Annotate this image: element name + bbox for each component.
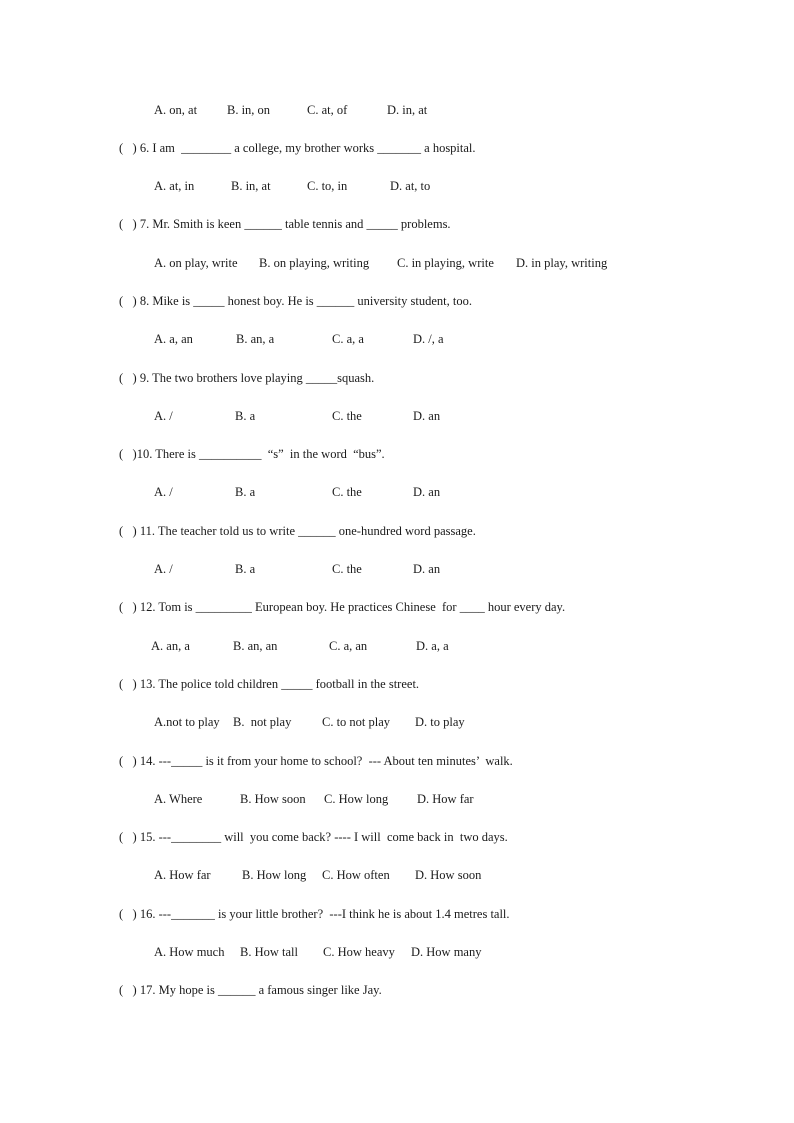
- option-c: C. the: [332, 485, 362, 499]
- option-d: D. an: [413, 409, 441, 423]
- option-b: B. in, on: [227, 103, 271, 117]
- question-13: ( ) 13. The police told children _____ football in the street.: [119, 677, 420, 691]
- option-d: D. a, a: [416, 639, 449, 653]
- options-row: [154, 714, 465, 730]
- options-row: [154, 102, 428, 118]
- option-d: D. in, at: [387, 103, 428, 117]
- option-a: A. an, a: [151, 639, 190, 653]
- option-d: D. in play, writing: [516, 256, 608, 270]
- option-b: B. How tall: [240, 945, 298, 959]
- question-15: ( ) 15. ---________ will you come back? ---- I will come back in two days.: [119, 830, 508, 844]
- options-row: [154, 867, 482, 883]
- option-c: C. at, of: [307, 103, 348, 117]
- option-a: A. How far: [154, 868, 211, 882]
- option-d: D. How soon: [415, 868, 482, 882]
- question-16: ( ) 16. ---_______ is your little brother? ---I think he is about 1.4 metres tall.: [119, 907, 510, 921]
- options-row: [154, 331, 444, 347]
- option-a: A. Where: [154, 792, 203, 806]
- question-6: ( ) 6. I am ________ a college, my brother works _______ a hospital.: [119, 141, 476, 155]
- option-d: D. /, a: [413, 332, 444, 346]
- option-b: B. an, a: [236, 332, 275, 346]
- option-a: A. at, in: [154, 179, 195, 193]
- option-c: C. How often: [322, 868, 390, 882]
- option-c: C. a, a: [332, 332, 364, 346]
- options-row: [154, 944, 482, 960]
- question-9: ( ) 9. The two brothers love playing _____squash.: [119, 371, 375, 385]
- option-a: A. How much: [154, 945, 225, 959]
- options-row: [151, 638, 449, 654]
- option-b: B. an, an: [233, 639, 278, 653]
- option-b: B. not play: [233, 715, 292, 729]
- option-d: D. at, to: [390, 179, 431, 193]
- option-c: C. How long: [324, 792, 389, 806]
- options-row: [154, 255, 608, 271]
- option-b: B. a: [235, 562, 256, 576]
- option-c: C. the: [332, 562, 362, 576]
- option-b: B. in, at: [231, 179, 271, 193]
- option-b: B. a: [235, 409, 256, 423]
- option-d: D. to play: [415, 715, 465, 729]
- option-a: A. /: [154, 562, 173, 576]
- option-c: C. to, in: [307, 179, 348, 193]
- question-12: ( ) 12. Tom is _________ European boy. He practices Chinese for ____ hour every day.: [119, 600, 566, 614]
- options-row: [154, 178, 431, 194]
- option-d: D. How far: [417, 792, 474, 806]
- option-a: A. on, at: [154, 103, 198, 117]
- option-a: A. a, an: [154, 332, 193, 346]
- options-row: [154, 484, 441, 500]
- option-b: B. How long: [242, 868, 307, 882]
- option-c: C. How heavy: [323, 945, 395, 959]
- option-d: D. How many: [411, 945, 482, 959]
- question-10: ( )10. There is __________ “s” in the word “bus”.: [119, 447, 385, 461]
- option-a: A. on play, write: [154, 256, 238, 270]
- option-a: A.not to play: [154, 715, 220, 729]
- options-row: [154, 791, 474, 807]
- question-11: ( ) 11. The teacher told us to write ______ one-hundred word passage.: [119, 524, 476, 538]
- option-d: D. an: [413, 485, 441, 499]
- question-17: ( ) 17. My hope is ______ a famous singer like Jay.: [119, 983, 382, 997]
- option-b: B. How soon: [240, 792, 306, 806]
- option-c: C. the: [332, 409, 362, 423]
- question-14: ( ) 14. ---_____ is it from your home to school? --- About ten minutes’ walk.: [119, 754, 513, 768]
- option-b: B. a: [235, 485, 256, 499]
- option-c: C. to not play: [322, 715, 391, 729]
- options-row: [154, 408, 441, 424]
- question-8: ( ) 8. Mike is _____ honest boy. He is ______ university student, too.: [119, 294, 472, 308]
- option-a: A. /: [154, 485, 173, 499]
- option-d: D. an: [413, 562, 441, 576]
- question-7: ( ) 7. Mr. Smith is keen ______ table tennis and _____ problems.: [119, 217, 451, 231]
- options-row: [154, 561, 441, 577]
- option-a: A. /: [154, 409, 173, 423]
- option-b: B. on playing, writing: [259, 256, 370, 270]
- option-c: C. in playing, write: [397, 256, 494, 270]
- option-c: C. a, an: [329, 639, 368, 653]
